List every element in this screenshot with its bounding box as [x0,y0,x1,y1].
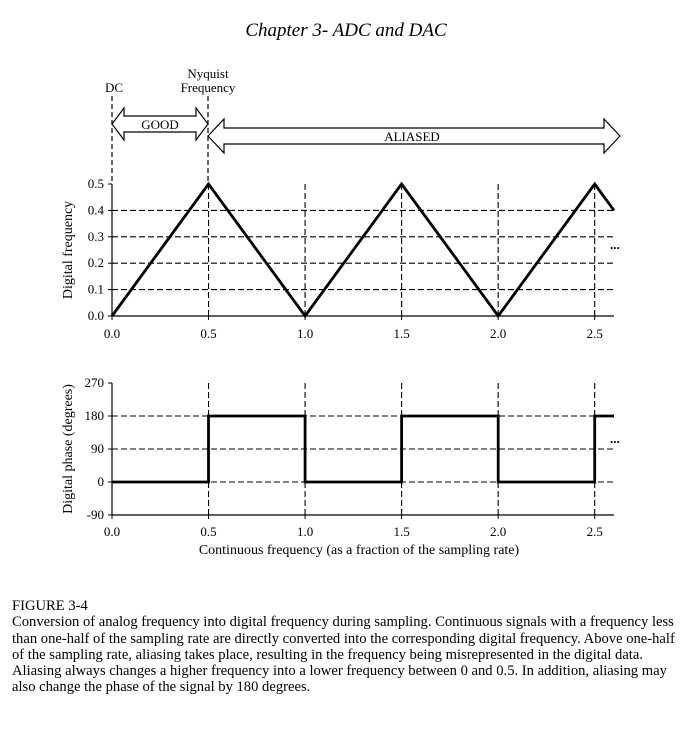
y-tick-label: 180 [84,408,104,423]
y-tick-label: 0.1 [87,281,104,297]
x-tick-label: 0.0 [103,524,121,539]
y-axis-title: Digital frequency [61,200,76,300]
figure-caption [12,598,684,696]
dc-label: DC [104,80,124,95]
digital-frequency-chart [61,176,614,341]
caption-text: Conversion of analog frequency into digital frequency during sampling. Continuous signals with a frequency less than one-half of the sampling rate are directly converted into the corresponding digital frequency. Above one-half of the sampling rate, aliasing takes place, resulting in the frequency being misrepresented in the digital data. Aliasing always changes a higher frequency into a lower frequency between 0 and 0.5. In addition, aliasing may also change the phase of the signal by 180 degrees. [12,614,675,696]
y-tick-label: 0.0 [87,308,104,323]
x-tick-label: 0.5 [200,326,217,341]
digital-phase-chart [61,375,614,558]
y-tick-label: 0.4 [87,202,104,218]
y-tick-label: 0.5 [87,176,104,191]
x-tick-label: 2.0 [490,326,507,341]
annotation-layer [105,66,620,182]
nyquist-label-line2: Frequency [180,80,236,95]
series-line [112,184,614,316]
x-tick-label: 1.0 [296,524,314,539]
x-tick-label: 2.5 [586,524,603,539]
y-tick-label: 270 [84,375,104,390]
y-tick-label: 0.2 [87,255,104,271]
caption-label: FIGURE 3-4 [12,598,88,614]
y-axis-title: Digital phase (degrees) [61,384,76,514]
y-tick-label: 90 [91,441,104,456]
y-tick-label: 0.3 [87,228,104,244]
aliased-label: ALIASED [384,129,440,144]
ellipsis-top: ... [610,237,620,252]
nyquist-label-line1: Nyquist [187,66,229,81]
x-tick-label: 1.5 [393,326,410,341]
page-title: Chapter 3- ADC and DAC [245,20,447,41]
x-axis-title: Continuous frequency (as a fraction of the sampling rate) [198,543,520,558]
good-label: GOOD [141,117,179,132]
x-tick-label: 0.0 [103,326,121,341]
y-tick-label: -90 [86,507,104,522]
ellipsis-bottom: ... [610,431,620,446]
x-tick-label: 2.0 [490,524,507,539]
x-tick-label: 1.5 [393,524,410,539]
y-tick-label: 0 [97,474,104,489]
x-tick-label: 0.5 [200,524,217,539]
x-tick-label: 1.0 [296,326,314,341]
x-tick-label: 2.5 [586,326,603,341]
